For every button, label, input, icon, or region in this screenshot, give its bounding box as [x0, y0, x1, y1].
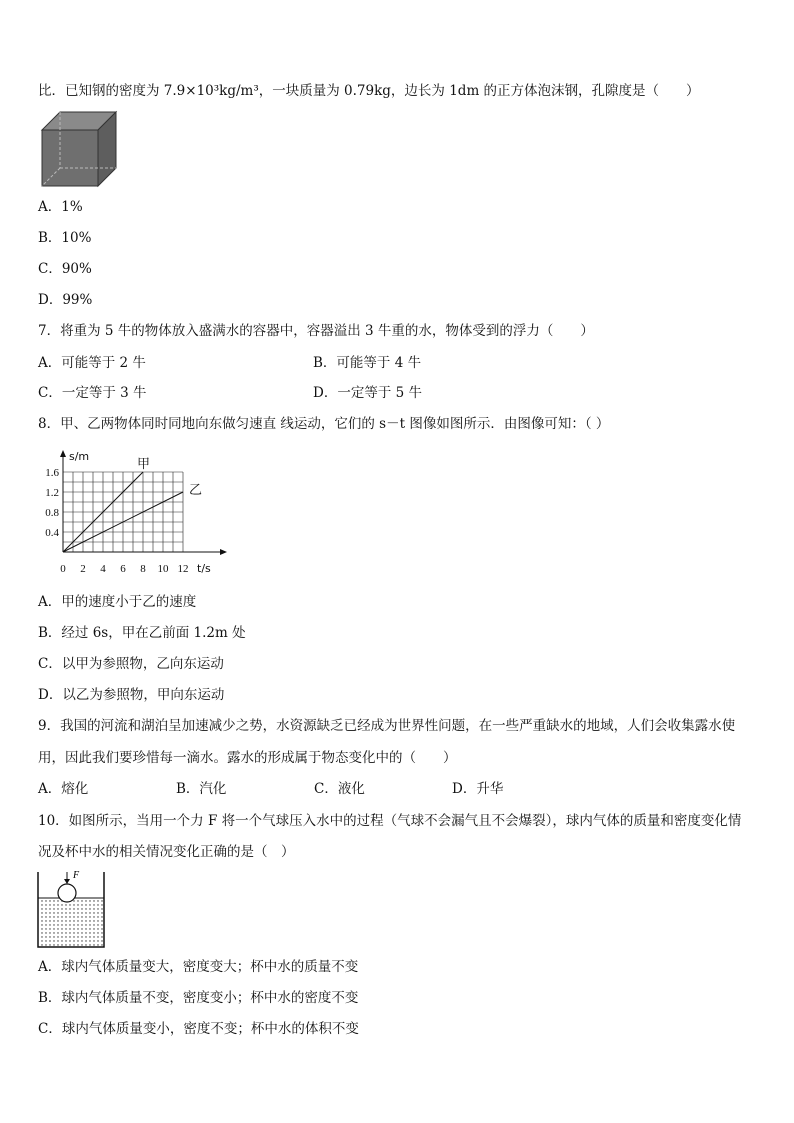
q8-option-c[interactable]: C．以甲为参照物，乙向东运动	[38, 656, 224, 672]
q9-option-c[interactable]: C．液化	[314, 781, 365, 797]
q7-option-d[interactable]: D．一定等于 5 牛	[313, 385, 422, 401]
force-label: F	[73, 870, 80, 881]
balloon	[58, 884, 76, 902]
q8-option-d[interactable]: D．以乙为参照物，甲向东运动	[38, 687, 225, 703]
q8-option-a[interactable]: A．甲的速度小于乙的速度	[38, 594, 197, 610]
q10-stem-line2: 况及杯中水的相关情况变化正确的是（ ）	[38, 844, 295, 860]
q6-option-c[interactable]: C．90%	[38, 261, 92, 277]
y-tick-label: 0.8	[45, 507, 59, 519]
q6-option-b[interactable]: B．10%	[38, 230, 92, 246]
q9-option-a[interactable]: A．熔化	[38, 781, 89, 797]
y-axis-arrow	[60, 450, 66, 457]
x-tick-label: 2	[80, 563, 86, 575]
q9-option-b[interactable]: B．汽化	[176, 781, 227, 797]
y-axis-label: s/m	[69, 450, 90, 463]
q9-stem-line2: 用，因此我们要珍惜每一滴水。露水的形成属于物态变化中的（ ）	[38, 750, 457, 766]
q6-option-d[interactable]: D．99%	[38, 292, 93, 308]
q6-option-a[interactable]: A．1%	[38, 199, 83, 215]
water	[39, 898, 103, 946]
x-axis-label: t/s	[197, 562, 211, 575]
series-label-yi: 乙	[189, 483, 203, 498]
series-label-jia: 甲	[137, 457, 151, 472]
x-tick-label: 10	[157, 563, 169, 575]
q7-option-b[interactable]: B．可能等于 4 牛	[313, 355, 422, 371]
q7-stem: 7．将重为 5 牛的物体放入盛满水的容器中，容器溢出 3 牛重的水，物体受到的浮力（ ）	[38, 323, 594, 339]
q10-option-c[interactable]: C．球内气体质量变小，密度不变；杯中水的体积不变	[38, 1021, 359, 1037]
beaker-balloon-figure	[37, 868, 107, 950]
x-tick-label: 4	[100, 563, 106, 575]
y-tick-label: 1.6	[45, 467, 59, 479]
s-t-chart	[38, 446, 238, 581]
y-tick-label: 1.2	[45, 487, 59, 499]
q8-option-b[interactable]: B．经过 6s，甲在乙前面 1.2m 处	[38, 625, 246, 641]
x-axis-arrow	[220, 549, 227, 555]
q10-stem-line1: 10．如图所示，当用一个力 F 将一个气球压入水中的过程（气球不会漏气且不会爆裂），球内气体的质量和密度变化情	[38, 813, 742, 829]
x-tick-label: 6	[120, 563, 126, 575]
q6-stem: 比．已知钢的密度为 7.9×10³kg/m³，一块质量为 0.79kg，边长为 1dm 的正方体泡沫钢，孔隙度是（ ）	[38, 83, 700, 99]
q7-option-c[interactable]: C．一定等于 3 牛	[38, 385, 147, 401]
q10-option-b[interactable]: B．球内气体质量不变，密度变小；杯中水的密度不变	[38, 990, 359, 1006]
y-tick-label: 0.4	[45, 527, 59, 539]
x-tick-label: 12	[177, 563, 189, 575]
x-tick-label: 8	[140, 563, 146, 575]
q8-stem: 8．甲、乙两物体同时同地向东做匀速直 线运动，它们的 s－t 图像如图所示．由图像可知：（ ）	[38, 416, 610, 432]
q7-option-a[interactable]: A．可能等于 2 牛	[38, 355, 146, 371]
q9-option-d[interactable]: D．升华	[452, 781, 504, 797]
q10-option-a[interactable]: A．球内气体质量变大，密度变大；杯中水的质量不变	[38, 959, 359, 975]
x-tick-label: 0	[60, 563, 66, 575]
cube-figure	[40, 110, 120, 190]
q9-stem-line1: 9．我国的河流和湖泊呈加速减少之势，水资源缺乏已经成为世界性问题，在一些严重缺水的地域，人们会收集露水使	[38, 718, 736, 734]
